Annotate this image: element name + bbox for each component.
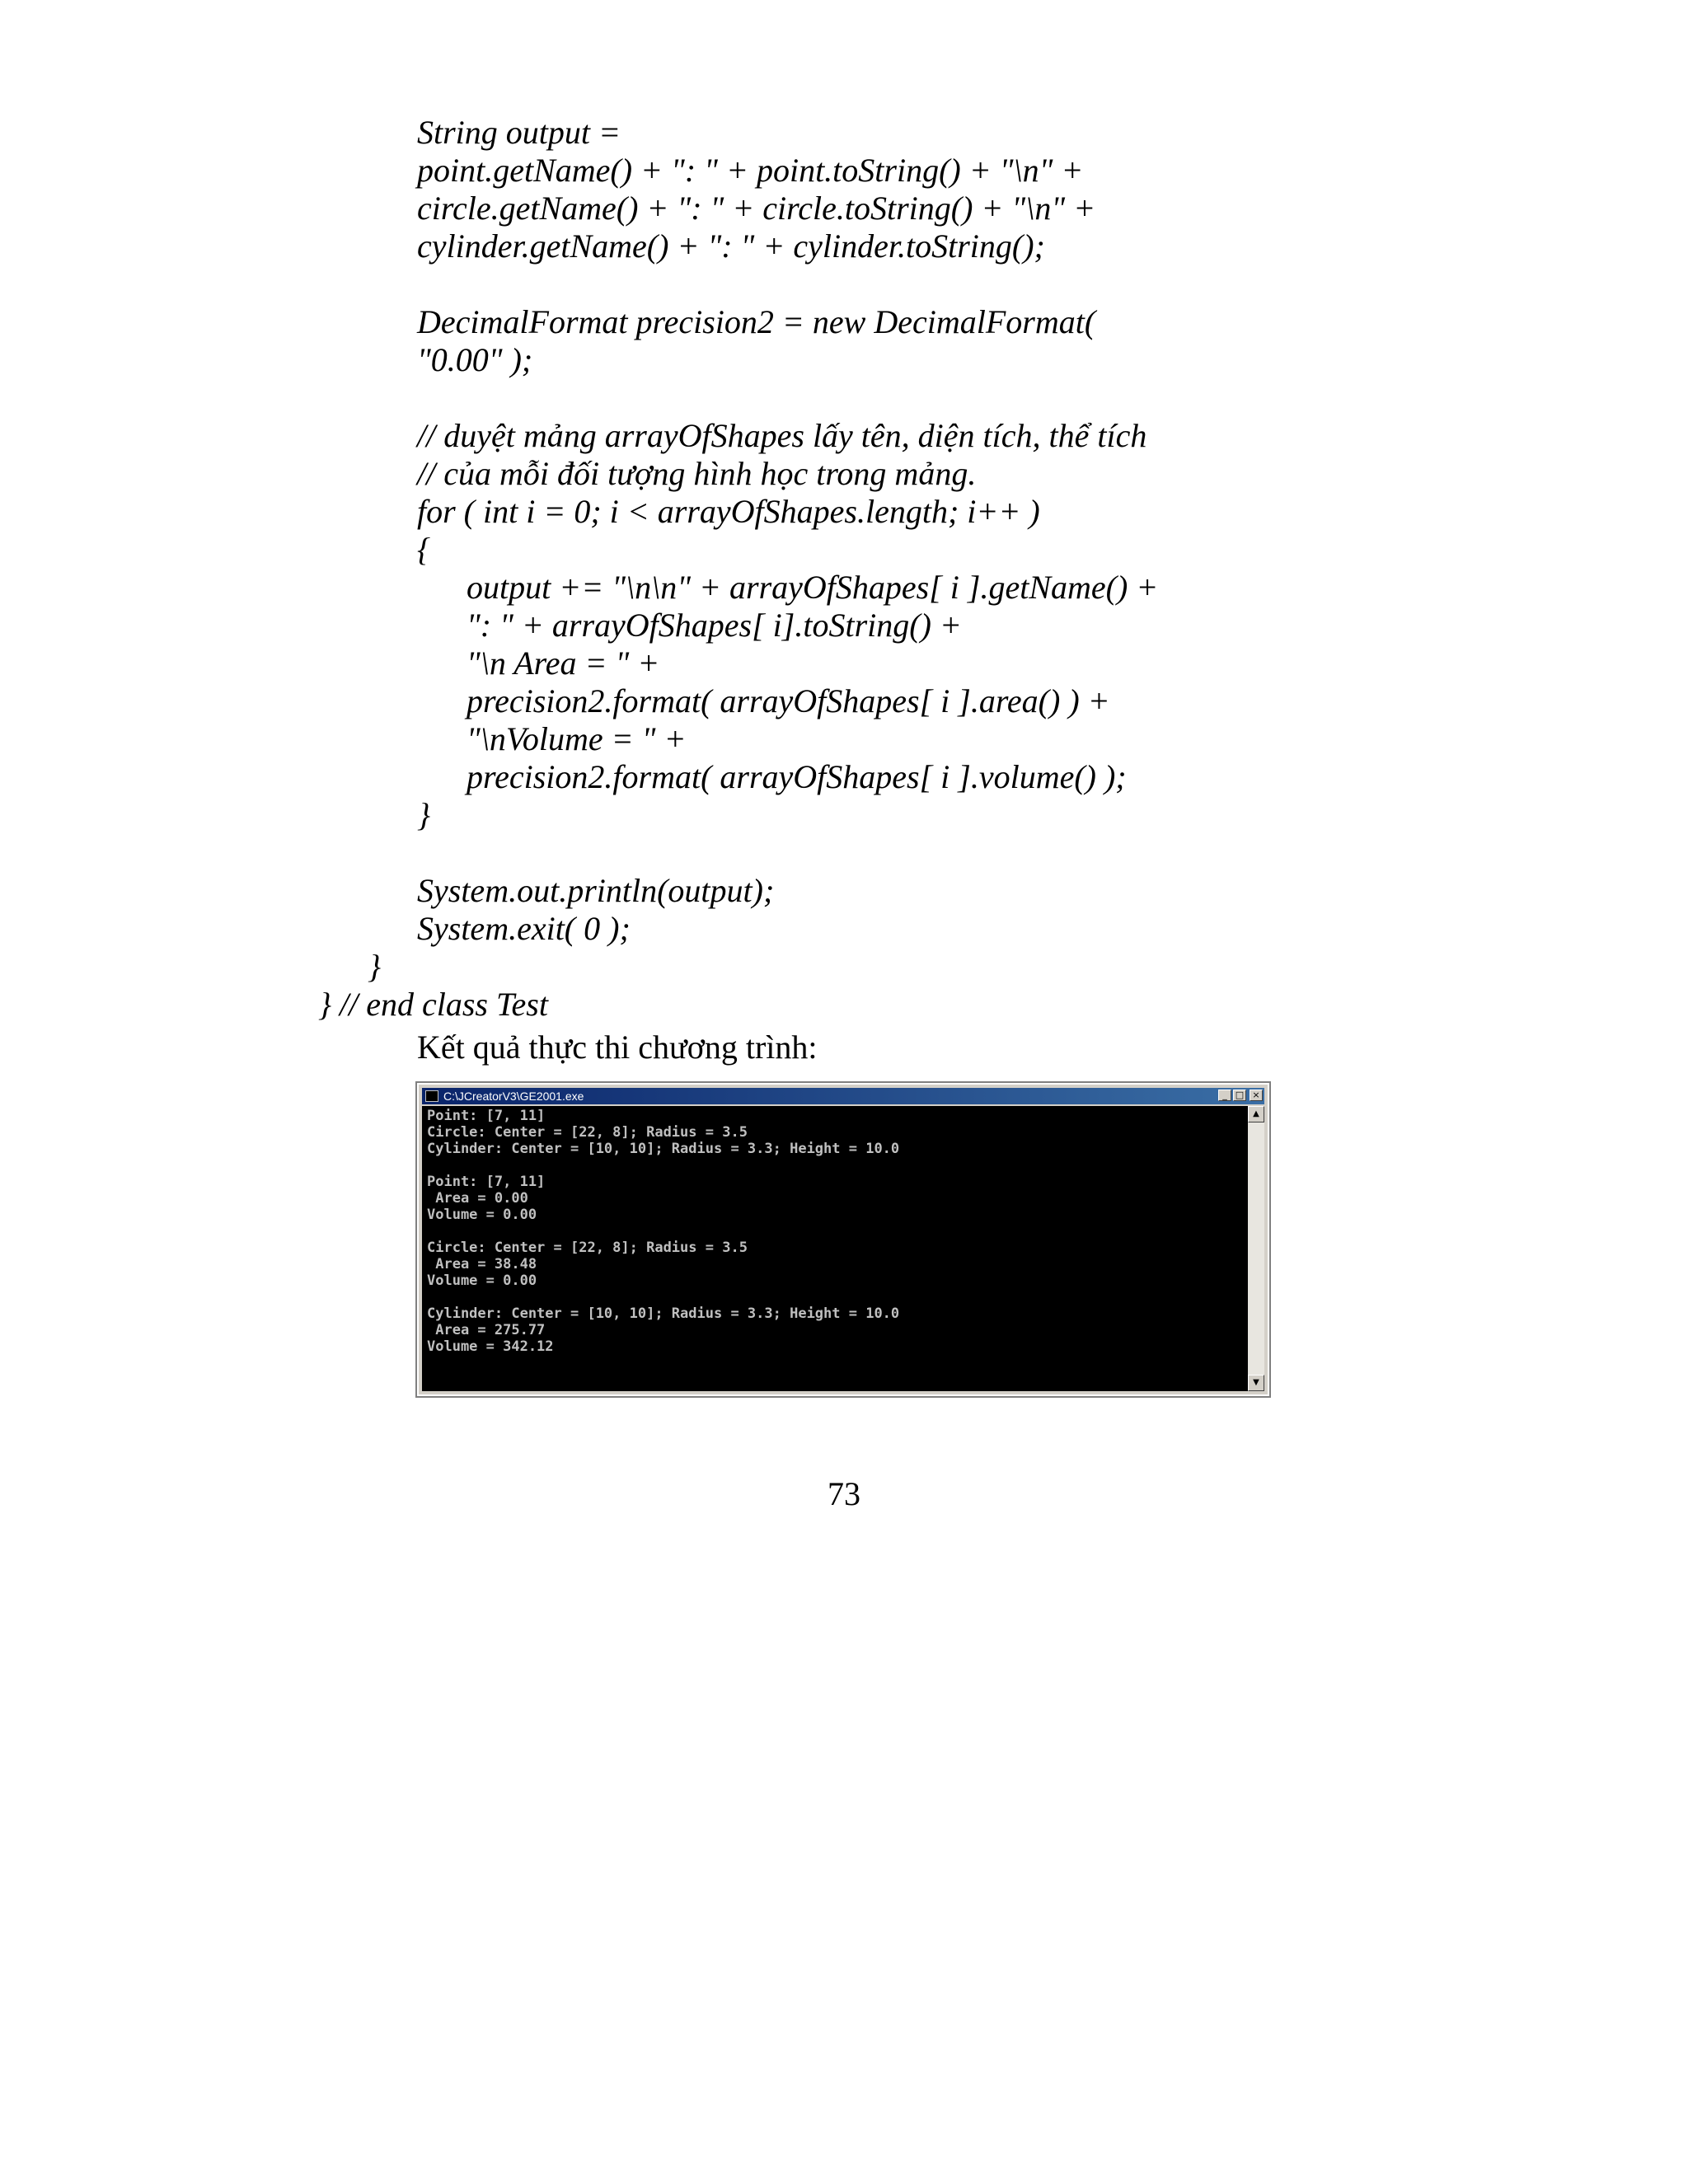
console-line: Area = 0.00: [427, 1190, 528, 1207]
console-line: Volume = 0.00: [427, 1272, 537, 1289]
maximize-button[interactable]: □: [1233, 1090, 1246, 1101]
console-line: Point: [7, 11]: [427, 1108, 546, 1124]
code-line: cylinder.getName() + ": " + cylinder.toString();: [417, 227, 1045, 265]
code-line: "\n Area = " +: [467, 644, 660, 682]
code-line: point.getName() + ": " + point.toString() + "\n" +: [417, 152, 1084, 189]
close-button[interactable]: ×: [1250, 1090, 1263, 1101]
console-line: Circle: Center = [22, 8]; Radius = 3.5: [427, 1124, 748, 1141]
console-line: Volume = 342.12: [427, 1338, 554, 1355]
scroll-up-button[interactable]: ▲: [1248, 1106, 1264, 1122]
console-window[interactable]: [417, 1083, 1269, 1396]
console-scrollbar[interactable]: [1248, 1106, 1264, 1391]
console-line: Cylinder: Center = [10, 10]; Radius = 3.3; Height = 10.0: [427, 1305, 900, 1322]
page-number: 73: [828, 1475, 860, 1512]
code-line: circle.getName() + ": " + circle.toString() + "\n" +: [417, 190, 1096, 227]
code-line: System.out.println(output);: [417, 872, 775, 909]
code-line: ": " + arrayOfShapes[ i].toString() +: [467, 607, 962, 644]
code-line: String output =: [417, 114, 621, 151]
code-line: {: [417, 531, 430, 568]
result-label: Kết quả thực thi chương trình:: [417, 1029, 818, 1066]
console-line: Area = 275.77: [427, 1322, 546, 1338]
code-line: precision2.format( arrayOfShapes[ i ].area() ) +: [467, 682, 1110, 719]
console-line: Circle: Center = [22, 8]; Radius = 3.5: [427, 1240, 748, 1256]
console-output: [422, 1106, 1248, 1391]
console-line: Volume = 0.00: [427, 1207, 537, 1223]
console-title: C:\JCreatorV3\GE2001.exe: [443, 1090, 584, 1103]
console-titlebar[interactable]: [422, 1088, 1264, 1104]
code-line: // duyệt mảng arrayOfShapes lấy tên, diện tích, thể tích: [417, 417, 1147, 454]
minimize-button[interactable]: _: [1218, 1090, 1231, 1101]
code-line: precision2.format( arrayOfShapes[ i ].volume() );: [467, 758, 1127, 795]
code-line: System.exit( 0 );: [417, 910, 631, 947]
code-line: output += "\n\n" + arrayOfShapes[ i ].getName() +: [467, 569, 1159, 606]
console-app-icon: [425, 1090, 438, 1102]
console-line: Point: [7, 11]: [427, 1174, 546, 1190]
code-line: }: [417, 796, 430, 833]
code-line: }: [368, 948, 381, 985]
code-line: "\nVolume = " +: [467, 720, 687, 757]
code-line: for ( int i = 0; i < arrayOfShapes.length; i++ ): [417, 493, 1040, 530]
console-line: Cylinder: Center = [10, 10]; Radius = 3.3; Height = 10.0: [427, 1141, 900, 1157]
code-line: // của mỗi đối tượng hình học trong mảng.: [417, 455, 977, 492]
code-line: "0.00" );: [417, 341, 533, 378]
code-line: } // end class Test: [318, 986, 548, 1023]
scroll-down-button[interactable]: ▼: [1248, 1375, 1264, 1391]
console-line: Area = 38.48: [427, 1256, 537, 1272]
code-line: DecimalFormat precision2 = new DecimalFormat(: [417, 303, 1096, 340]
